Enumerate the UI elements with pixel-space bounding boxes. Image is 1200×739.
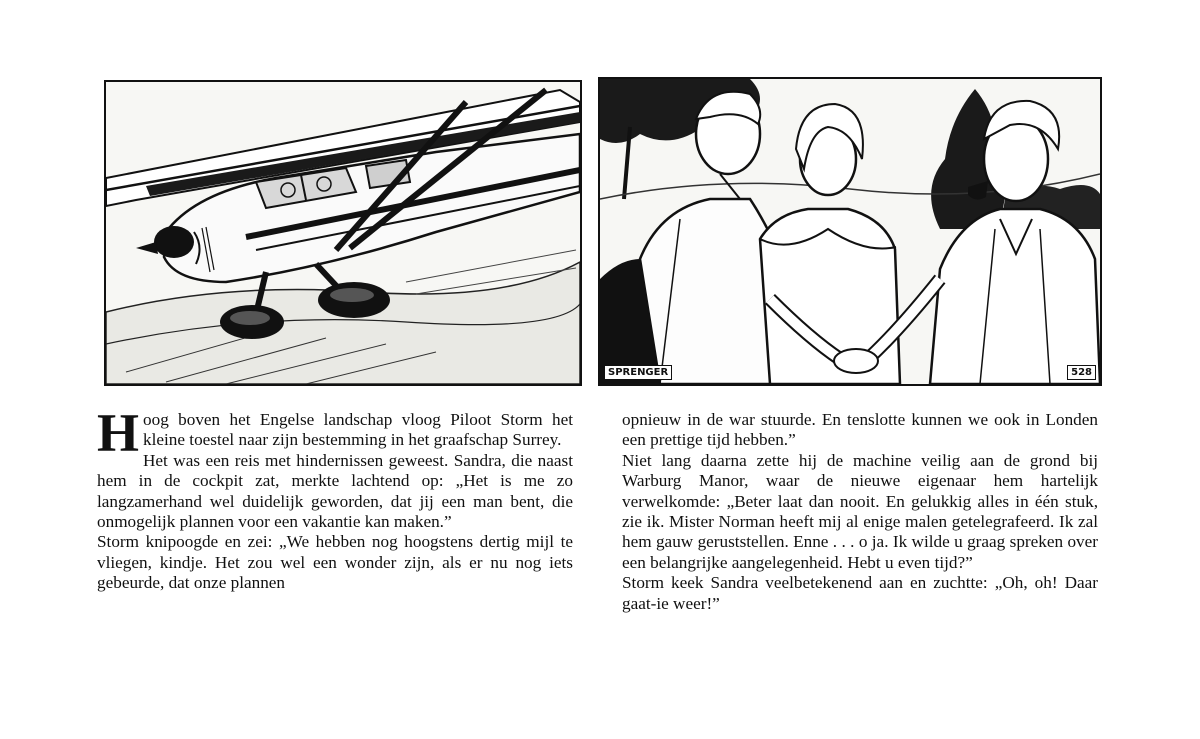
paragraph: opnieuw in de war stuurde. En tenslotte kunnen we ook in Londen een prettige tijd hebben.” — [622, 410, 1098, 450]
strip-number: 528 — [1067, 365, 1096, 380]
artist-signature: SPRENGER — [604, 365, 672, 380]
airplane-illustration — [106, 82, 580, 384]
drop-cap: H — [97, 403, 140, 463]
paragraph: Niet lang daarna zette hij de machine veilig aan de grond bij Warburg Manor, waar de nieuwe eigenaar hem hartelijk verwelkomde: „Beter laat dan nooit. En gelukkig alles in één stuk, zie ik. Mister Norman heeft mij al enige malen getelegrafeerd. Ik zal hem gauw geruststellen. Enne . . . o ja. Ik wilde u graag spreken over een belangrijke aangelegenheid. Hebt u even tijd?” — [622, 450, 1098, 572]
paragraph: Het was een reis met hindernissen geweest. Sandra, die naast hem in de cockpit zat, merkte lachtend op: „Het is me zo langzamerhand wel duidelijk geworden, dat jij een man bent, die onmogelijk plannen voor een vakantie kan maken.” — [97, 450, 573, 532]
paragraph: Storm keek Sandra veelbetekenend aan en zuchtte: „Oh, oh! Daar gaat-ie weer!” — [622, 573, 1098, 613]
paragraph: Storm knipoogde en zei: „We hebben nog hoogstens dertig mijl te vliegen, kindje. Het zou wel een wonder zijn, als er nu nog iets gebeurde, dat onze plannen — [97, 532, 573, 593]
paragraph-text: oog boven het Engelse landschap vloog Piloot Storm het kleine toestel naar zijn bestemming in het graafschap Surrey. — [143, 410, 573, 450]
text-column-left — [97, 403, 573, 594]
paragraph — [97, 403, 573, 463]
comic-panel-airplane — [104, 80, 582, 386]
comic-panel-handshake — [598, 77, 1102, 386]
text-column-right — [622, 410, 1098, 614]
handshake-illustration — [600, 79, 1100, 384]
